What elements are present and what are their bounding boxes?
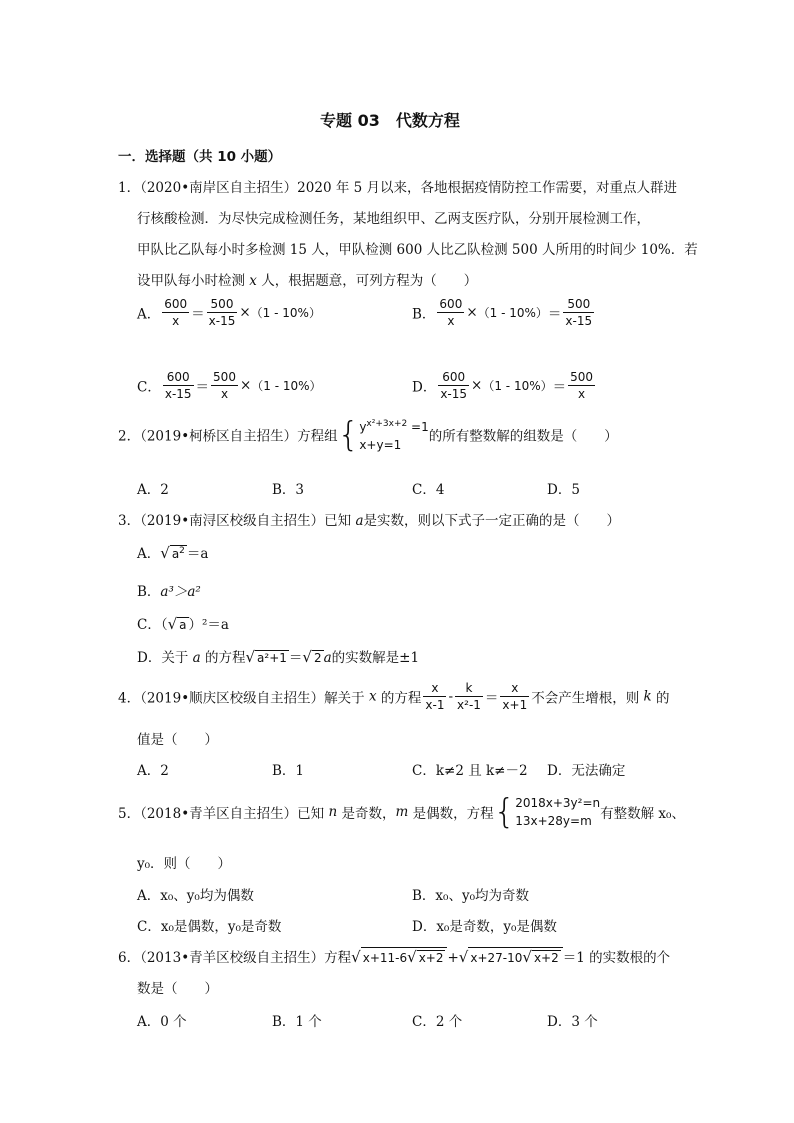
q1-line4 bbox=[137, 269, 477, 289]
q4-option-c: C．k≠2 且 k≠－2 bbox=[412, 763, 528, 779]
q1-number: 1． bbox=[118, 180, 141, 196]
q4-line1: 4．（2019•顺庆区校级自主招生）解关于 x 的方程 $\frac{x}{x-1}$ - $\frac{k}{\text{x²-1}}$ ＝ $\frac{x}{x+1}$ 不会产生增根，则 k 的 bbox=[118, 681, 670, 712]
q2-option-c: C．4 bbox=[412, 482, 445, 498]
q1-d-times: × bbox=[471, 377, 483, 394]
q2-post: 的所有整数解的组数是（ ） bbox=[428, 428, 618, 445]
page-title: 专题 03 代数方程 bbox=[320, 111, 460, 130]
q4-option-d: D．无法确定 bbox=[547, 763, 626, 779]
q3-option-d: D．关于 a 的方程√ a²+1 ＝√ 2 a的实数解是±1 bbox=[137, 648, 420, 666]
q1-variable: x bbox=[249, 273, 257, 289]
q6-option-a: A．0 个 bbox=[137, 1014, 187, 1030]
q1-a-frac2: $\frac{500}{x-15}$ bbox=[208, 297, 236, 328]
q2-pre: 方程组 bbox=[297, 428, 338, 445]
q5-option-b: B．x₀、y₀均为奇数 bbox=[412, 888, 529, 904]
q1-source: （2020•南岸区自主招生） bbox=[140, 180, 298, 196]
q1-line3: 甲队比乙队每小时多检测 15 人，甲队检测 600 人比乙队检测 500 人所用的时间少 10%．若 bbox=[137, 242, 698, 258]
q1-option-b bbox=[412, 296, 596, 329]
q3-line1: 3．（2019•南浔区校级自主招生）已知 a是实数，则以下式子一定正确的是（ ） bbox=[118, 513, 621, 529]
q4-frac1: $\frac{x}{x-1}$ bbox=[425, 681, 445, 712]
q1-option-d bbox=[412, 369, 597, 402]
q1-option-a-label: A． bbox=[137, 306, 161, 323]
q1-option-c-label: C． bbox=[137, 379, 161, 396]
q1-c-factor: （1 - 10%） bbox=[251, 379, 322, 393]
q1-b-factor: （1 - 10%） bbox=[477, 306, 548, 320]
q3-option-b: B．a³＞a² bbox=[137, 584, 201, 600]
q5-system: 2018x+3y²=n 13x+28y=m bbox=[515, 796, 601, 828]
q1-b-eq: ＝ bbox=[547, 306, 562, 323]
q1-line4-text2: 人，根据题意，可列方程为（ ） bbox=[256, 273, 478, 289]
q1-a-factor: （1 - 10%） bbox=[250, 306, 321, 320]
q5-brace: { bbox=[493, 792, 516, 832]
q2-number: 2． bbox=[118, 428, 141, 445]
q6-line1: 6．（2013•青羊区校级自主招生）方程√ x+11-6√ x+2 +√ x+27-10√ x+2 ＝1 的实数根的个 bbox=[118, 948, 671, 966]
q4-frac2: $\frac{k}{\text{x²-1}}$ bbox=[457, 681, 481, 712]
q1-text: 2020 年 5 月以来，各地根据疫情防控工作需要，对重点人群进 bbox=[297, 180, 677, 196]
q1-line4-text: 设甲队每小时检测 bbox=[137, 273, 250, 289]
q2-option-b: B．3 bbox=[272, 482, 305, 498]
q2-line1 bbox=[118, 415, 618, 454]
q5-option-a: A．x₀、y₀均为偶数 bbox=[137, 888, 254, 904]
q2-source: （2019•柯桥区自主招生） bbox=[140, 428, 298, 445]
q1-d-factor: （1 - 10%） bbox=[482, 379, 553, 393]
q4-option-a: A．2 bbox=[137, 763, 169, 779]
q1-line1 bbox=[118, 176, 677, 196]
q5-line1: 5．（2018•青羊区自主招生）已知 n 是奇数，m 是偶数，方程{ 2018x+3y²=n 13x+28y=m 有整数解 x₀、 bbox=[118, 792, 685, 832]
q1-a-times: × bbox=[239, 304, 251, 321]
q1-option-d-label: D． bbox=[412, 379, 437, 396]
q1-line2: 行核酸检测．为尽快完成检测任务，某地组织甲、乙两支医疗队，分别开展检测工作， bbox=[137, 211, 650, 227]
q6-option-d: D．3 个 bbox=[547, 1014, 598, 1030]
q6-option-c: C．2 个 bbox=[412, 1014, 463, 1030]
q6-line2: 数是（ ） bbox=[137, 981, 218, 997]
q6-option-b: B．1 个 bbox=[272, 1014, 322, 1030]
q5-option-c: C．x₀是偶数，y₀是奇数 bbox=[137, 919, 282, 935]
q1-option-c bbox=[137, 369, 322, 402]
q5-option-d: D．x₀是奇数，y₀是偶数 bbox=[412, 919, 557, 935]
q2-option-d: D．5 bbox=[547, 482, 580, 498]
q1-d-frac1: $\frac{600}{x-15}$ bbox=[440, 370, 468, 401]
q2-brace: { bbox=[337, 414, 360, 455]
q1-c-frac2: $\frac{500}{x}$ bbox=[213, 370, 236, 401]
q1-c-eq: ＝ bbox=[195, 379, 210, 396]
q3-option-a: A．√ $a^2 =a$ bbox=[137, 544, 209, 562]
q1-b-times: × bbox=[466, 304, 478, 321]
q1-a-frac1: $\frac{600}{x}$ bbox=[164, 297, 188, 328]
q4-option-b: B．1 bbox=[272, 763, 305, 779]
q4-frac3: $\frac{x}{x+1}$ bbox=[502, 681, 528, 712]
q1-c-times: × bbox=[239, 377, 252, 394]
q2-option-a: A．2 bbox=[137, 482, 169, 498]
q4-line2: 值是（ ） bbox=[137, 732, 218, 748]
q3-option-c: C．（√ a ）²＝a bbox=[137, 615, 229, 633]
q1-option-a bbox=[137, 296, 321, 329]
q1-b-frac2: $\frac{500}{x-15}$ bbox=[565, 297, 593, 328]
q1-d-eq: ＝ bbox=[552, 379, 567, 396]
section-heading: 一．选择题（共 10 小题） bbox=[118, 149, 282, 165]
q1-c-frac1: $\frac{600}{x-15}$ bbox=[164, 370, 192, 401]
q1-d-frac2: $\frac{500}{x}$ bbox=[570, 370, 594, 401]
q5-line2: y₀．则（ ） bbox=[137, 856, 232, 872]
q2-system: $y^{x^2+3x+2} =1$ x+y=1 bbox=[359, 419, 429, 452]
q1-a-eq: ＝ bbox=[191, 306, 205, 323]
q1-b-frac1: $\frac{600}{x}$ bbox=[439, 297, 463, 328]
q1-option-b-label: B． bbox=[412, 306, 436, 323]
